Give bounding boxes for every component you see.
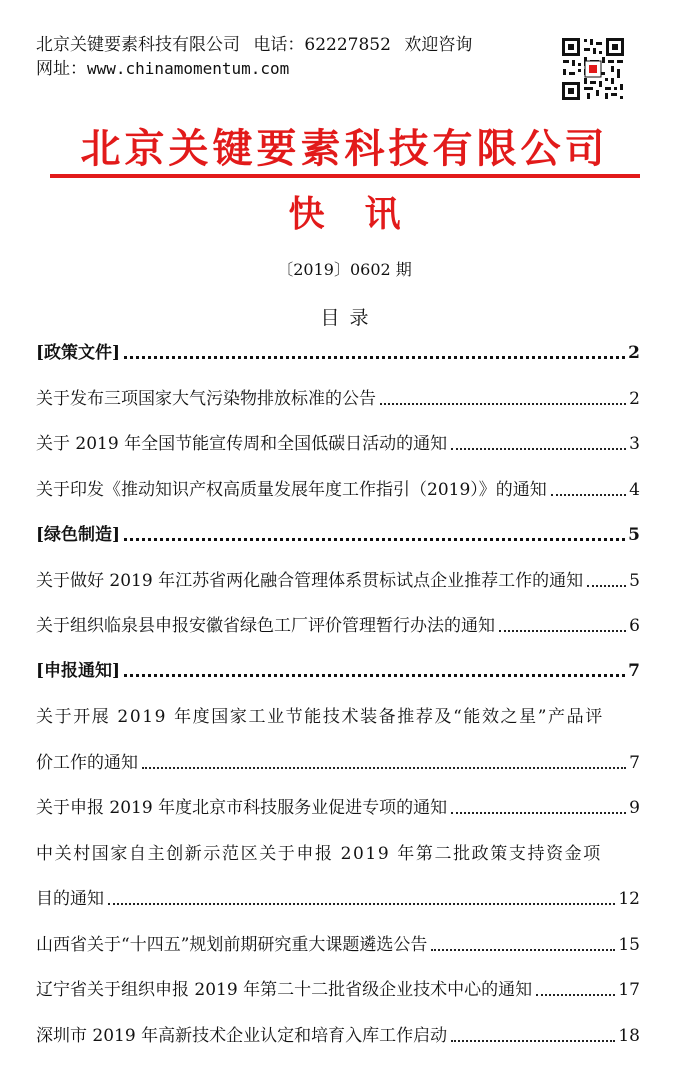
toc-leader — [124, 355, 625, 359]
toc-label: 目的通知 — [36, 889, 104, 909]
toc-page: 9 — [629, 798, 640, 818]
toc-item-line1[interactable]: 中关村国家自主创新示范区关于申报 2019 年第二批政策支持资金项 — [36, 844, 602, 864]
toc-section-applications[interactable] — [36, 660, 640, 682]
toc-leader — [536, 993, 615, 996]
toc-title: 目录 — [320, 307, 379, 329]
toc-leader — [451, 1039, 615, 1042]
url-line — [36, 56, 556, 82]
toc-leader — [142, 766, 626, 769]
toc-label: [绿色制造] — [36, 525, 121, 545]
toc-leader — [124, 673, 625, 677]
toc-section-green-manufacturing[interactable] — [36, 524, 640, 546]
newsletter-title: 快讯 — [288, 193, 441, 235]
toc-item[interactable] — [36, 433, 640, 455]
toc-page: 2 — [628, 343, 640, 363]
toc-item[interactable] — [36, 388, 640, 410]
toc-item[interactable] — [36, 888, 640, 910]
toc-item[interactable] — [36, 979, 640, 1001]
toc-label: [政策文件] — [36, 343, 121, 363]
toc-label: 关于发布三项国家大气污染物排放标准的公告 — [36, 389, 376, 409]
toc-page: 7 — [628, 661, 640, 681]
toc-leader — [551, 493, 626, 496]
toc-leader — [108, 902, 615, 905]
qr-code-icon — [560, 36, 626, 102]
toc-item[interactable] — [36, 615, 640, 637]
toc-item[interactable] — [36, 934, 640, 956]
toc-label: [申报通知] — [36, 661, 121, 681]
toc-label: 关于组织临泉县申报安徽省绿色工厂评价管理暂行办法的通知 — [36, 616, 495, 636]
phone-number: 62227852 — [304, 35, 391, 55]
toc-item[interactable] — [36, 797, 640, 819]
toc-label: 关于申报 2019 年度北京市科技服务业促进专项的通知 — [36, 798, 448, 818]
toc-leader — [380, 402, 626, 405]
toc-label: 深圳市 2019 年高新技术企业认定和培育入库工作启动 — [36, 1026, 448, 1046]
consult-text: 欢迎咨询 — [404, 35, 473, 55]
toc-page: 5 — [629, 571, 640, 591]
toc-leader — [451, 811, 626, 814]
toc-leader — [587, 584, 626, 587]
website-link[interactable]: www.chinamomentum.com — [87, 59, 290, 78]
issue-number: 〔2019〕0602 期 — [277, 260, 412, 279]
toc-page: 3 — [629, 434, 640, 454]
toc-label: 山西省关于“十四五”规划前期研究重大课题遴选公告 — [36, 935, 428, 955]
toc-leader — [431, 948, 615, 951]
page-header — [36, 34, 556, 82]
toc-page: 4 — [629, 480, 640, 500]
url-label: 网址： — [36, 59, 87, 79]
toc-label: 辽宁省关于组织申报 2019 年第二十二批省级企业技术中心的通知 — [36, 980, 533, 1000]
banner-company-name: 北京关键要素科技有限公司 — [80, 125, 609, 172]
toc-leader — [124, 537, 625, 541]
toc-page: 5 — [628, 525, 640, 545]
phone-label: 电话： — [253, 35, 305, 55]
toc-item[interactable] — [36, 479, 640, 501]
banner-divider — [50, 174, 640, 178]
toc-page: 2 — [629, 389, 640, 409]
toc-label: 关于印发《推动知识产权高质量发展年度工作指引（2019）》的通知 — [36, 480, 547, 500]
toc-item[interactable] — [36, 752, 640, 774]
toc-page: 12 — [618, 889, 640, 909]
toc-page: 6 — [629, 616, 640, 636]
toc-leader — [499, 629, 626, 632]
header-company-name: 北京关键要素科技有限公司 — [36, 35, 240, 55]
toc-section-policy[interactable] — [36, 342, 640, 364]
toc-page: 17 — [618, 980, 640, 1000]
toc-label: 关于做好 2019 年江苏省两化融合管理体系贯标试点企业推荐工作的通知 — [36, 571, 584, 591]
toc-item[interactable] — [36, 1025, 640, 1047]
toc-leader — [451, 447, 626, 450]
toc-page: 7 — [629, 753, 640, 773]
toc-item-line1[interactable]: 关于开展 2019 年度国家工业节能技术装备推荐及“能效之星”产品评 — [36, 707, 604, 727]
toc-page: 18 — [618, 1026, 640, 1046]
toc-item[interactable] — [36, 570, 640, 592]
toc-page: 15 — [618, 935, 640, 955]
toc-label: 关于 2019 年全国节能宣传周和全国低碳日活动的通知 — [36, 434, 448, 454]
toc-label: 价工作的通知 — [36, 753, 138, 773]
contact-line — [36, 34, 556, 56]
